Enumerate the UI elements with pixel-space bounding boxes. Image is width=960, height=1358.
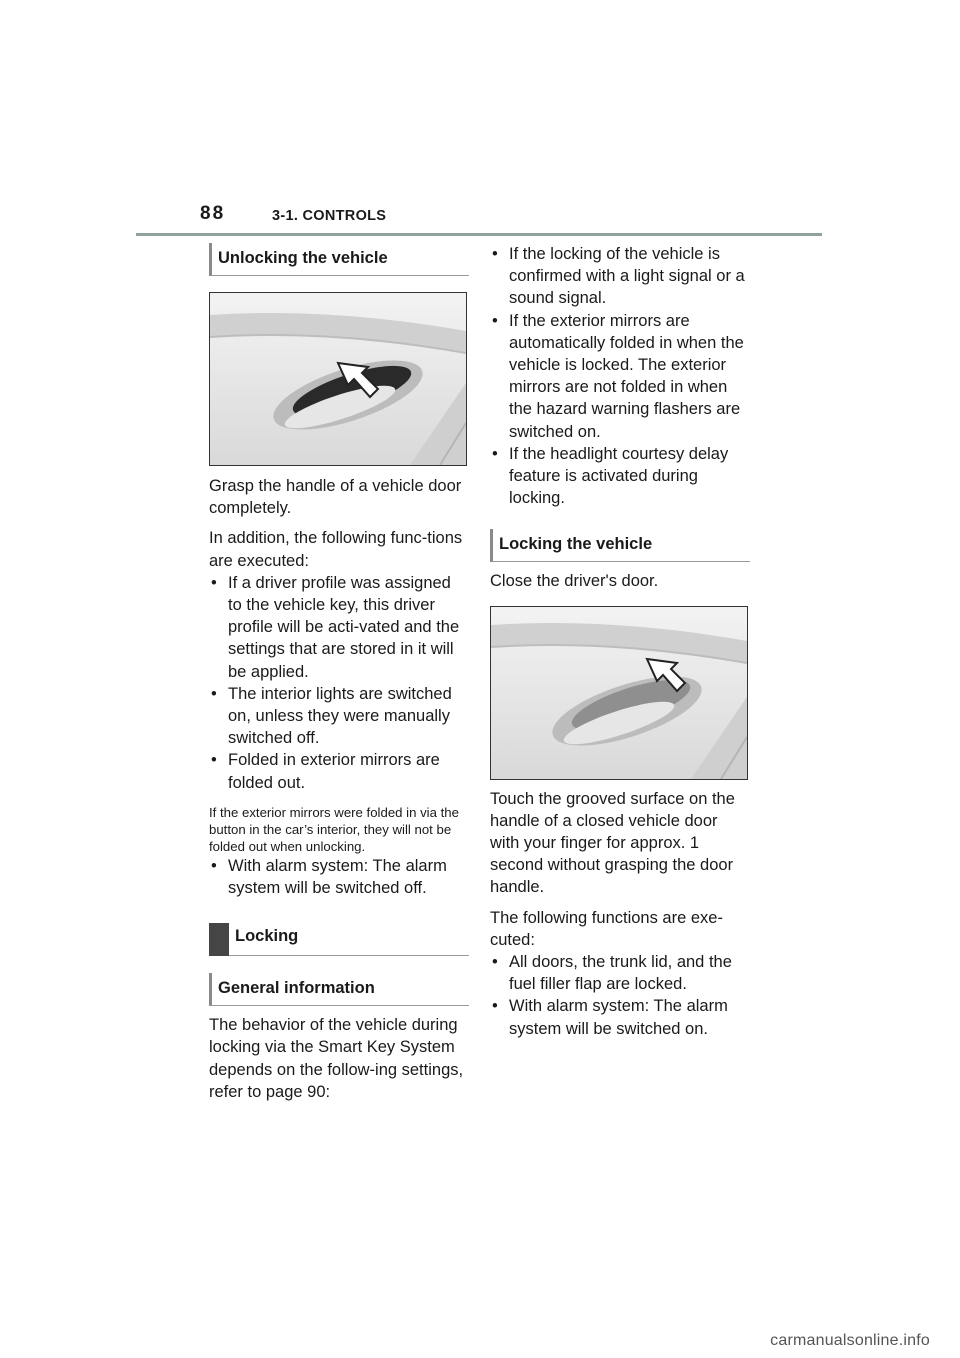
bullet-mirrors-folded: • If the exterior mirrors are automatically folded in when the vehicle is locked. The exterior mirrors are not folded in when the hazard warning flashers are switched on. (490, 310, 750, 443)
left-column (209, 243, 469, 1103)
figure-unlocking (209, 292, 467, 466)
bullet-alarm-on: • With alarm system: The alarm system will be switched on. (490, 995, 750, 1039)
section-bar (209, 923, 229, 956)
bullet-alarm-off: • With alarm system: The alarm system will be switched off. (209, 855, 469, 899)
heading-general-information: General information (209, 973, 469, 1006)
intro-text: In addition, the following func-tions are executed: (209, 529, 463, 570)
bullet-confirm-signal: • If the locking of the vehicle is confirmed with a light signal or a sound signal. (490, 243, 750, 310)
mirror-note: If the exterior mirrors were folded in via the button in the car’s interior, they will not be folded out when unlocking. (209, 804, 459, 854)
watermark: carmanualsonline.info (770, 1332, 930, 1349)
door-handle-unlock-illustration (210, 293, 466, 465)
bullet-mirrors-out: • Folded in exterior mirrors are folded out. (209, 749, 469, 793)
general-text: The behavior of the vehicle during locking via the Smart Key System depends on the follow-ing settings, refer to page 90: (209, 1016, 464, 1101)
header-rule (136, 233, 822, 236)
bullet-headlight-delay: • If the headlight courtesy delay feature is activated during locking. (490, 443, 750, 510)
bullet-interior-lights: • The interior lights are switched on, unless they were manually switched off. (209, 683, 469, 750)
heading-locking: Locking (209, 923, 469, 956)
right-column (490, 243, 750, 1040)
bullet-driver-profile: • If a driver profile was assigned to the vehicle key, this driver profile will be acti-vated and the settings that are stored in it will be applied. (209, 572, 469, 683)
figure-locking (490, 606, 748, 780)
heading-locking-vehicle: Locking the vehicle (490, 529, 750, 562)
close-text: Close the driver's door. (490, 572, 659, 591)
heading-unlocking: Unlocking the vehicle (209, 243, 469, 276)
door-handle-lock-illustration (491, 607, 747, 779)
bullet-all-locked: • All doors, the trunk lid, and the fuel filler flap are locked. (490, 951, 750, 995)
page-number: 88 (200, 203, 226, 224)
touch-text: Touch the grooved surface on the handle of a closed vehicle door with your finger for approx. 1 second without grasping the door handle. (490, 789, 735, 897)
functions-text: The following functions are exe-cuted: (490, 908, 723, 949)
grasp-text: Grasp the handle of a vehicle door completely. (209, 477, 462, 518)
section-title: 3-1. CONTROLS (272, 208, 387, 224)
